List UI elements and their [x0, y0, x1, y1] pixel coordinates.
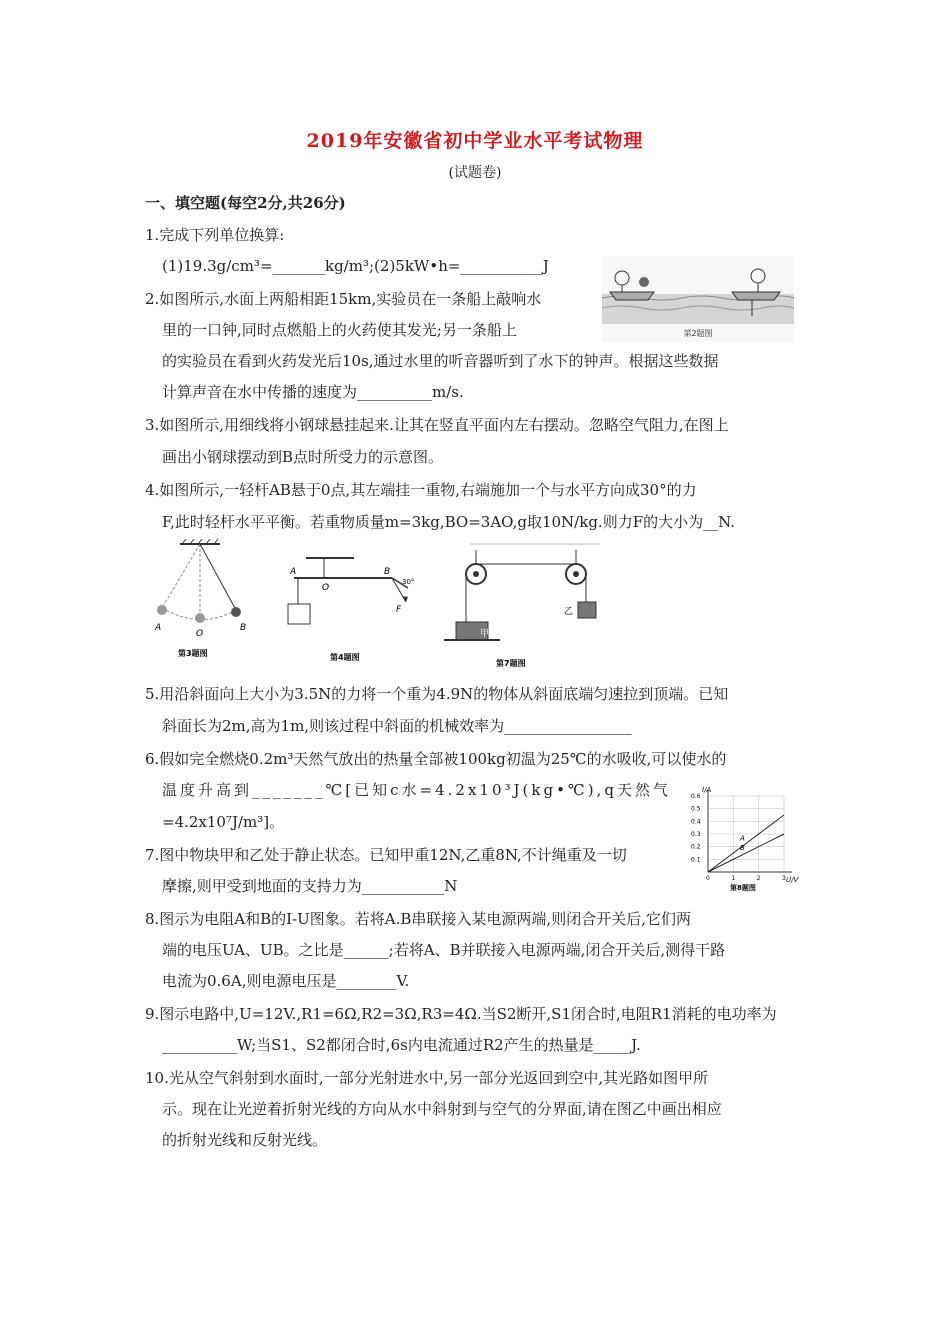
figure-8-chart	[688, 782, 803, 894]
figure-2-boats	[602, 256, 794, 342]
question-3-text: 画出小钢球摆动到B点时所受力的示意图。	[162, 448, 444, 466]
question-9-text: __________W;当S1、S2都闭合时,6s内电流通过R2产生的热量是_____J.	[162, 1036, 641, 1054]
x-tick-label: 2	[756, 875, 761, 882]
figure-7-pulleys	[440, 540, 610, 670]
figure-8-caption: 第8题图	[730, 884, 756, 892]
lever-o-label: O	[322, 583, 330, 593]
question-3: 3.如图所示,用细线将小钢球悬挂起来.让其在竖直平面内左右摆动。忽略空气阻力,在图上	[145, 416, 729, 434]
question-7: 7.图中物块甲和乙处于静止状态。已知甲重12N,乙重8N,不计绳重及一切	[145, 846, 627, 864]
block-yi-label: 乙	[564, 607, 574, 617]
question-10-text: 的折射光线和反射光线。	[162, 1131, 328, 1149]
question-8-text: 电流为0.6A,则电源电压是________V.	[162, 972, 410, 990]
y-axis-label: I/A	[702, 786, 712, 794]
question-4-text: F,此时轻杆水平平衡。若重物质量m=3kg,BO=3AO,g取10N/kg.则力F的大小为__N.	[162, 513, 736, 531]
force-f-label: F	[396, 605, 402, 615]
series-label-a: A	[740, 834, 745, 843]
y-tick-label: 0.5	[691, 805, 701, 813]
block-jia-label: 甲	[480, 629, 490, 639]
angle-label: 30°	[402, 578, 415, 586]
lever-a-label: A	[290, 567, 297, 577]
x-axis-label: U/V	[786, 876, 799, 884]
question-6: 6.假如完全燃烧0.2m³天然气放出的热量全部被100kg初温为25℃的水吸收,可以使水的	[145, 750, 727, 768]
y-tick-label: 0.4	[691, 818, 701, 826]
figure-3-pendulum	[150, 538, 255, 658]
question-6-text: 温度升高到_______℃[已知c水=4.2x10³J(kg•℃),q天然气	[162, 781, 671, 799]
point-b-label: B	[240, 623, 247, 633]
question-7-text: 摩擦,则甲受到地面的支持力为___________N	[162, 877, 458, 895]
series-label-b: B	[740, 844, 745, 852]
question-2-text: 里的一口钟,同时点燃船上的火药使其发光;另一条船上	[162, 321, 517, 339]
lever-b-label: B	[384, 567, 391, 577]
question-1: 1.完成下列单位换算:	[145, 226, 285, 244]
page-subtitle: (试题卷)	[448, 165, 502, 181]
point-a-label: A	[155, 623, 162, 633]
page-title: 2019年安徽省初中学业水平考试物理	[306, 130, 644, 152]
x-tick-label: 3	[782, 875, 786, 882]
figure-2-caption: 第2题图	[683, 329, 713, 338]
question-10-text: 示。现在让光逆着折射光线的方向从水中斜射到与空气的分界面,请在图乙中画出相应	[162, 1100, 722, 1118]
question-2: 2.如图所示,水面上两船相距15km,实验员在一条船上敲响水	[145, 290, 542, 308]
x-tick-label: 1	[731, 875, 736, 882]
x-tick-label: 0	[706, 875, 710, 882]
figure-7-caption: 第7题图	[496, 659, 526, 668]
y-tick-label: 0.2	[691, 843, 701, 851]
question-10: 10.光从空气斜射到水面时,一部分光射进水中,另一部分光返回到空中,其光路如图甲所	[145, 1069, 709, 1087]
series-line-b	[708, 834, 784, 872]
question-2-text: 计算声音在水中传播的速度为__________m/s.	[162, 383, 464, 401]
question-8-text: 端的电压UA、UB。之比是______;若将A、B并联接入电源两端,闭合开关后,测得干路	[162, 941, 726, 959]
question-6-text: =4.2x10⁷J/m³]。	[162, 813, 285, 831]
series-line-a	[708, 815, 784, 872]
question-9: 9.图示电路中,U=12V.,R1=6Ω,R2=3Ω,R3=4Ω.当S2断开,S1闭合时,电阻R1消耗的电功率为	[145, 1005, 777, 1023]
question-5-text: 斜面长为2m,高为1m,则该过程中斜面的机械效率为_________________	[162, 717, 632, 735]
figure-3-caption: 第3题图	[178, 649, 208, 658]
figure-4-lever	[284, 554, 424, 666]
figure-4-caption: 第4题图	[330, 653, 360, 662]
y-tick-label: 0.3	[691, 831, 701, 838]
question-1-text: (1)19.3g/cm³=_______kg/m³;(2)5kW•h=___________J	[162, 257, 549, 275]
section-heading: 一、填空题(每空2分,共26分)	[145, 194, 346, 212]
y-tick-label: 0.6	[691, 793, 701, 800]
question-4: 4.如图所示,一轻杆AB悬于0点,其左端挂一重物,右端施加一个与水平方向成30°的力	[145, 481, 697, 499]
y-tick-label: 0.1	[691, 856, 701, 864]
question-2-text: 的实验员在看到火药发光后10s,通过水里的听音器听到了水下的钟声。根据这些数据	[162, 352, 719, 370]
point-o-label: O	[196, 629, 204, 639]
question-5: 5.用沿斜面向上大小为3.5N的力将一个重为4.9N的物体从斜面底端匀速拉到顶端。已知	[145, 685, 729, 703]
question-8: 8.图示为电阻A和B的I-U图象。若将A.B串联接入某电源两端,则闭合开关后,它们两	[145, 910, 691, 928]
